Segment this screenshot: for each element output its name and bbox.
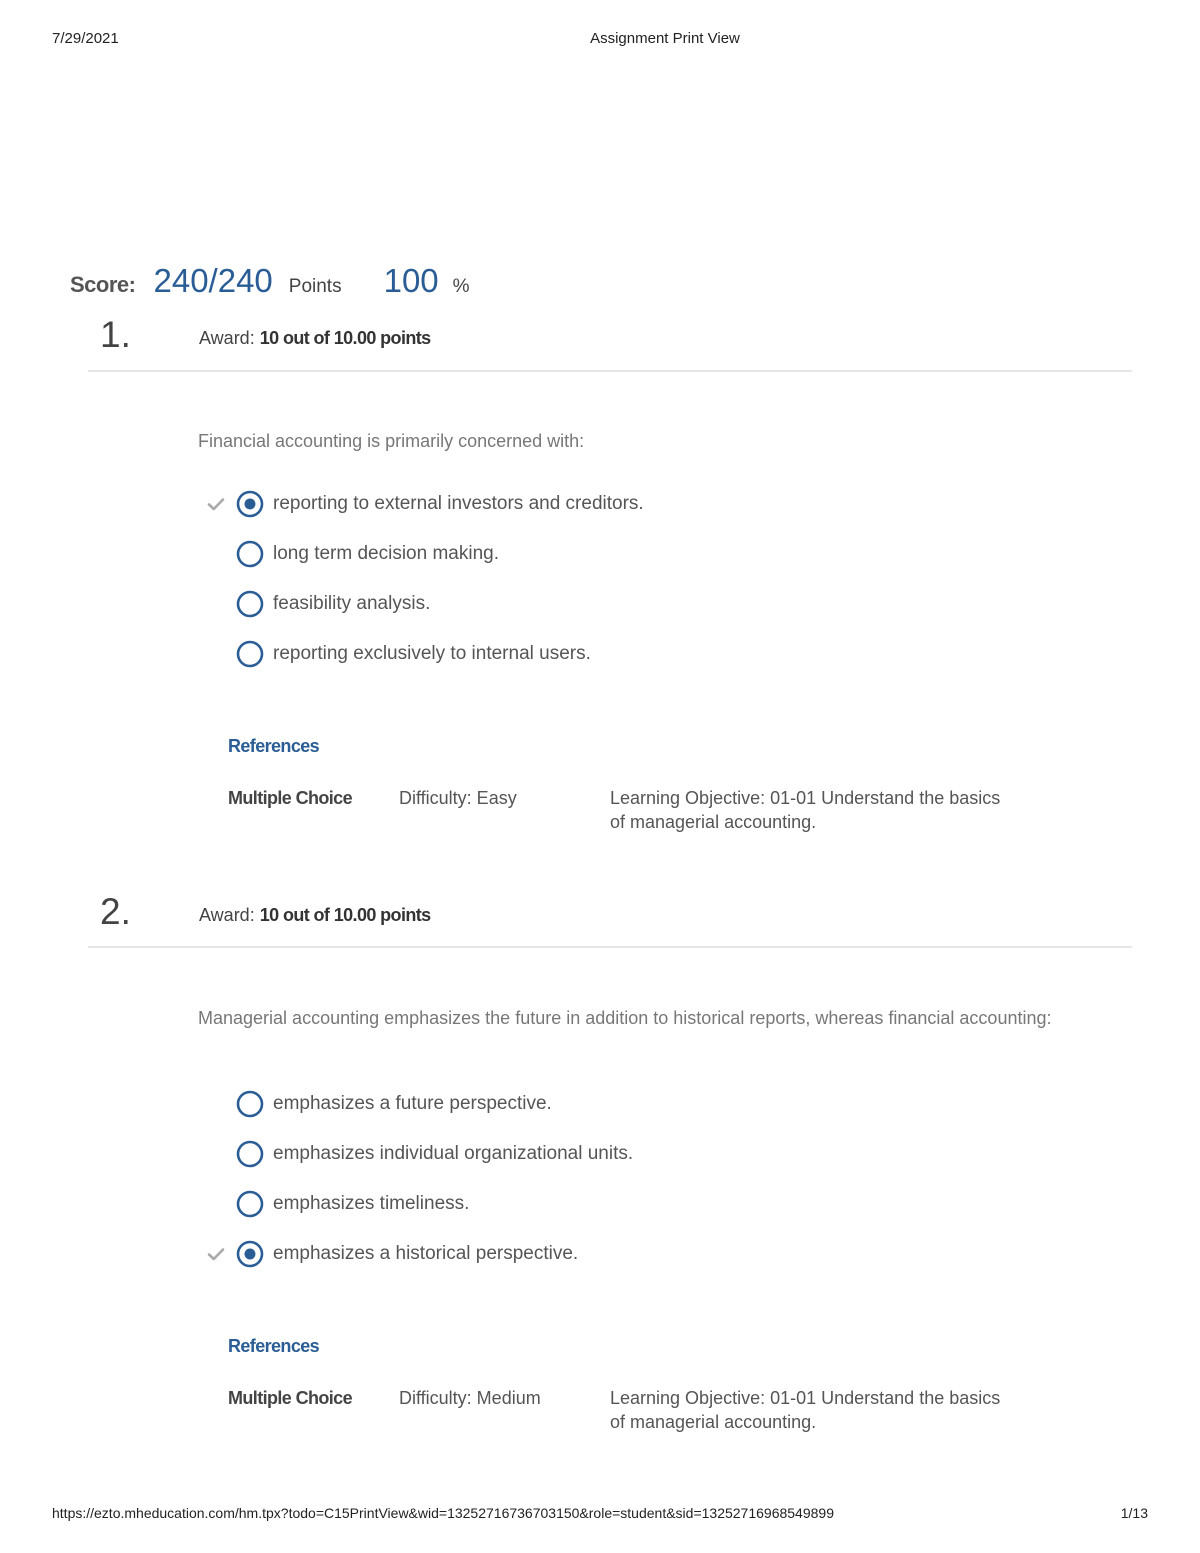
answer-text: reporting to external investors and creditors. (273, 493, 644, 514)
answer-option[interactable] (200, 589, 430, 619)
references-heading[interactable]: References (228, 736, 320, 756)
check-placeholder (200, 639, 232, 669)
radio-selected-icon[interactable] (236, 490, 264, 518)
award-label: Award: (199, 905, 255, 925)
divider (88, 370, 1132, 372)
answer-option[interactable] (200, 489, 644, 519)
question-prompt: Financial accounting is primarily concerned with: (198, 431, 585, 451)
percent-sign: % (452, 276, 470, 297)
score-summary (70, 262, 470, 306)
radio-empty-icon[interactable] (236, 640, 264, 668)
question-type: Multiple Choice (228, 1388, 353, 1408)
radio-empty-icon[interactable] (236, 590, 264, 618)
answer-text: feasibility analysis. (273, 593, 431, 614)
question-prompt: Managerial accounting emphasizes the future in addition to historical reports, whereas financial accounting: (198, 1008, 1052, 1028)
answer-text: emphasizes a historical perspective. (273, 1243, 579, 1264)
answer-text: emphasizes timeliness. (273, 1193, 470, 1214)
print-date: 7/29/2021 (52, 30, 119, 47)
radio-empty-icon[interactable] (236, 1190, 264, 1218)
check-placeholder (200, 1089, 232, 1119)
answer-text: reporting exclusively to internal users. (273, 643, 591, 664)
answer-option[interactable] (200, 639, 591, 669)
check-placeholder (200, 539, 232, 569)
check-placeholder (200, 1189, 232, 1219)
check-placeholder (200, 589, 232, 619)
radio-empty-icon[interactable] (236, 1090, 264, 1118)
page-number: 1/13 (1120, 1505, 1148, 1521)
references-heading[interactable]: References (228, 1336, 320, 1356)
difficulty: Difficulty: Medium (399, 1388, 541, 1408)
award-label: Award: (199, 328, 255, 348)
answer-option[interactable] (200, 1239, 578, 1269)
award (199, 328, 431, 349)
question-type: Multiple Choice (228, 788, 353, 808)
radio-empty-icon[interactable] (236, 540, 264, 568)
answer-text: emphasizes individual organizational units. (273, 1143, 634, 1164)
check-placeholder (200, 1139, 232, 1169)
difficulty: Difficulty: Easy (399, 788, 517, 808)
answer-option[interactable] (200, 539, 499, 569)
award-value: 10 out of 10.00 points (259, 905, 431, 925)
award (199, 905, 431, 926)
answer-option[interactable] (200, 1139, 633, 1169)
answer-text: emphasizes a future perspective. (273, 1093, 552, 1114)
radio-empty-icon[interactable] (236, 1140, 264, 1168)
correct-check-icon (200, 489, 232, 519)
score-label: Score: (70, 272, 136, 297)
page-url: https://ezto.mheducation.com/hm.tpx?todo=C15PrintView&wid=13252716736703150&role=student&sid=13252716968549899 (52, 1505, 834, 1521)
divider (88, 946, 1132, 948)
radio-selected-icon[interactable] (236, 1240, 264, 1268)
answer-option[interactable] (200, 1089, 552, 1119)
question-number: 2. (100, 891, 131, 932)
page-title: Assignment Print View (590, 30, 740, 47)
award-value: 10 out of 10.00 points (259, 328, 431, 348)
learning-objective: Learning Objective: 01-01 Understand the basics of managerial accounting. (610, 788, 1001, 832)
points-label: Points (288, 276, 342, 297)
learning-objective: Learning Objective: 01-01 Understand the basics of managerial accounting. (610, 1388, 1001, 1432)
correct-check-icon (200, 1239, 232, 1269)
answer-option[interactable] (200, 1189, 469, 1219)
answer-text: long term decision making. (273, 543, 499, 564)
score-value: 240/240 (153, 262, 273, 299)
question-number: 1. (100, 314, 131, 355)
score-percent: 100 (383, 262, 439, 299)
